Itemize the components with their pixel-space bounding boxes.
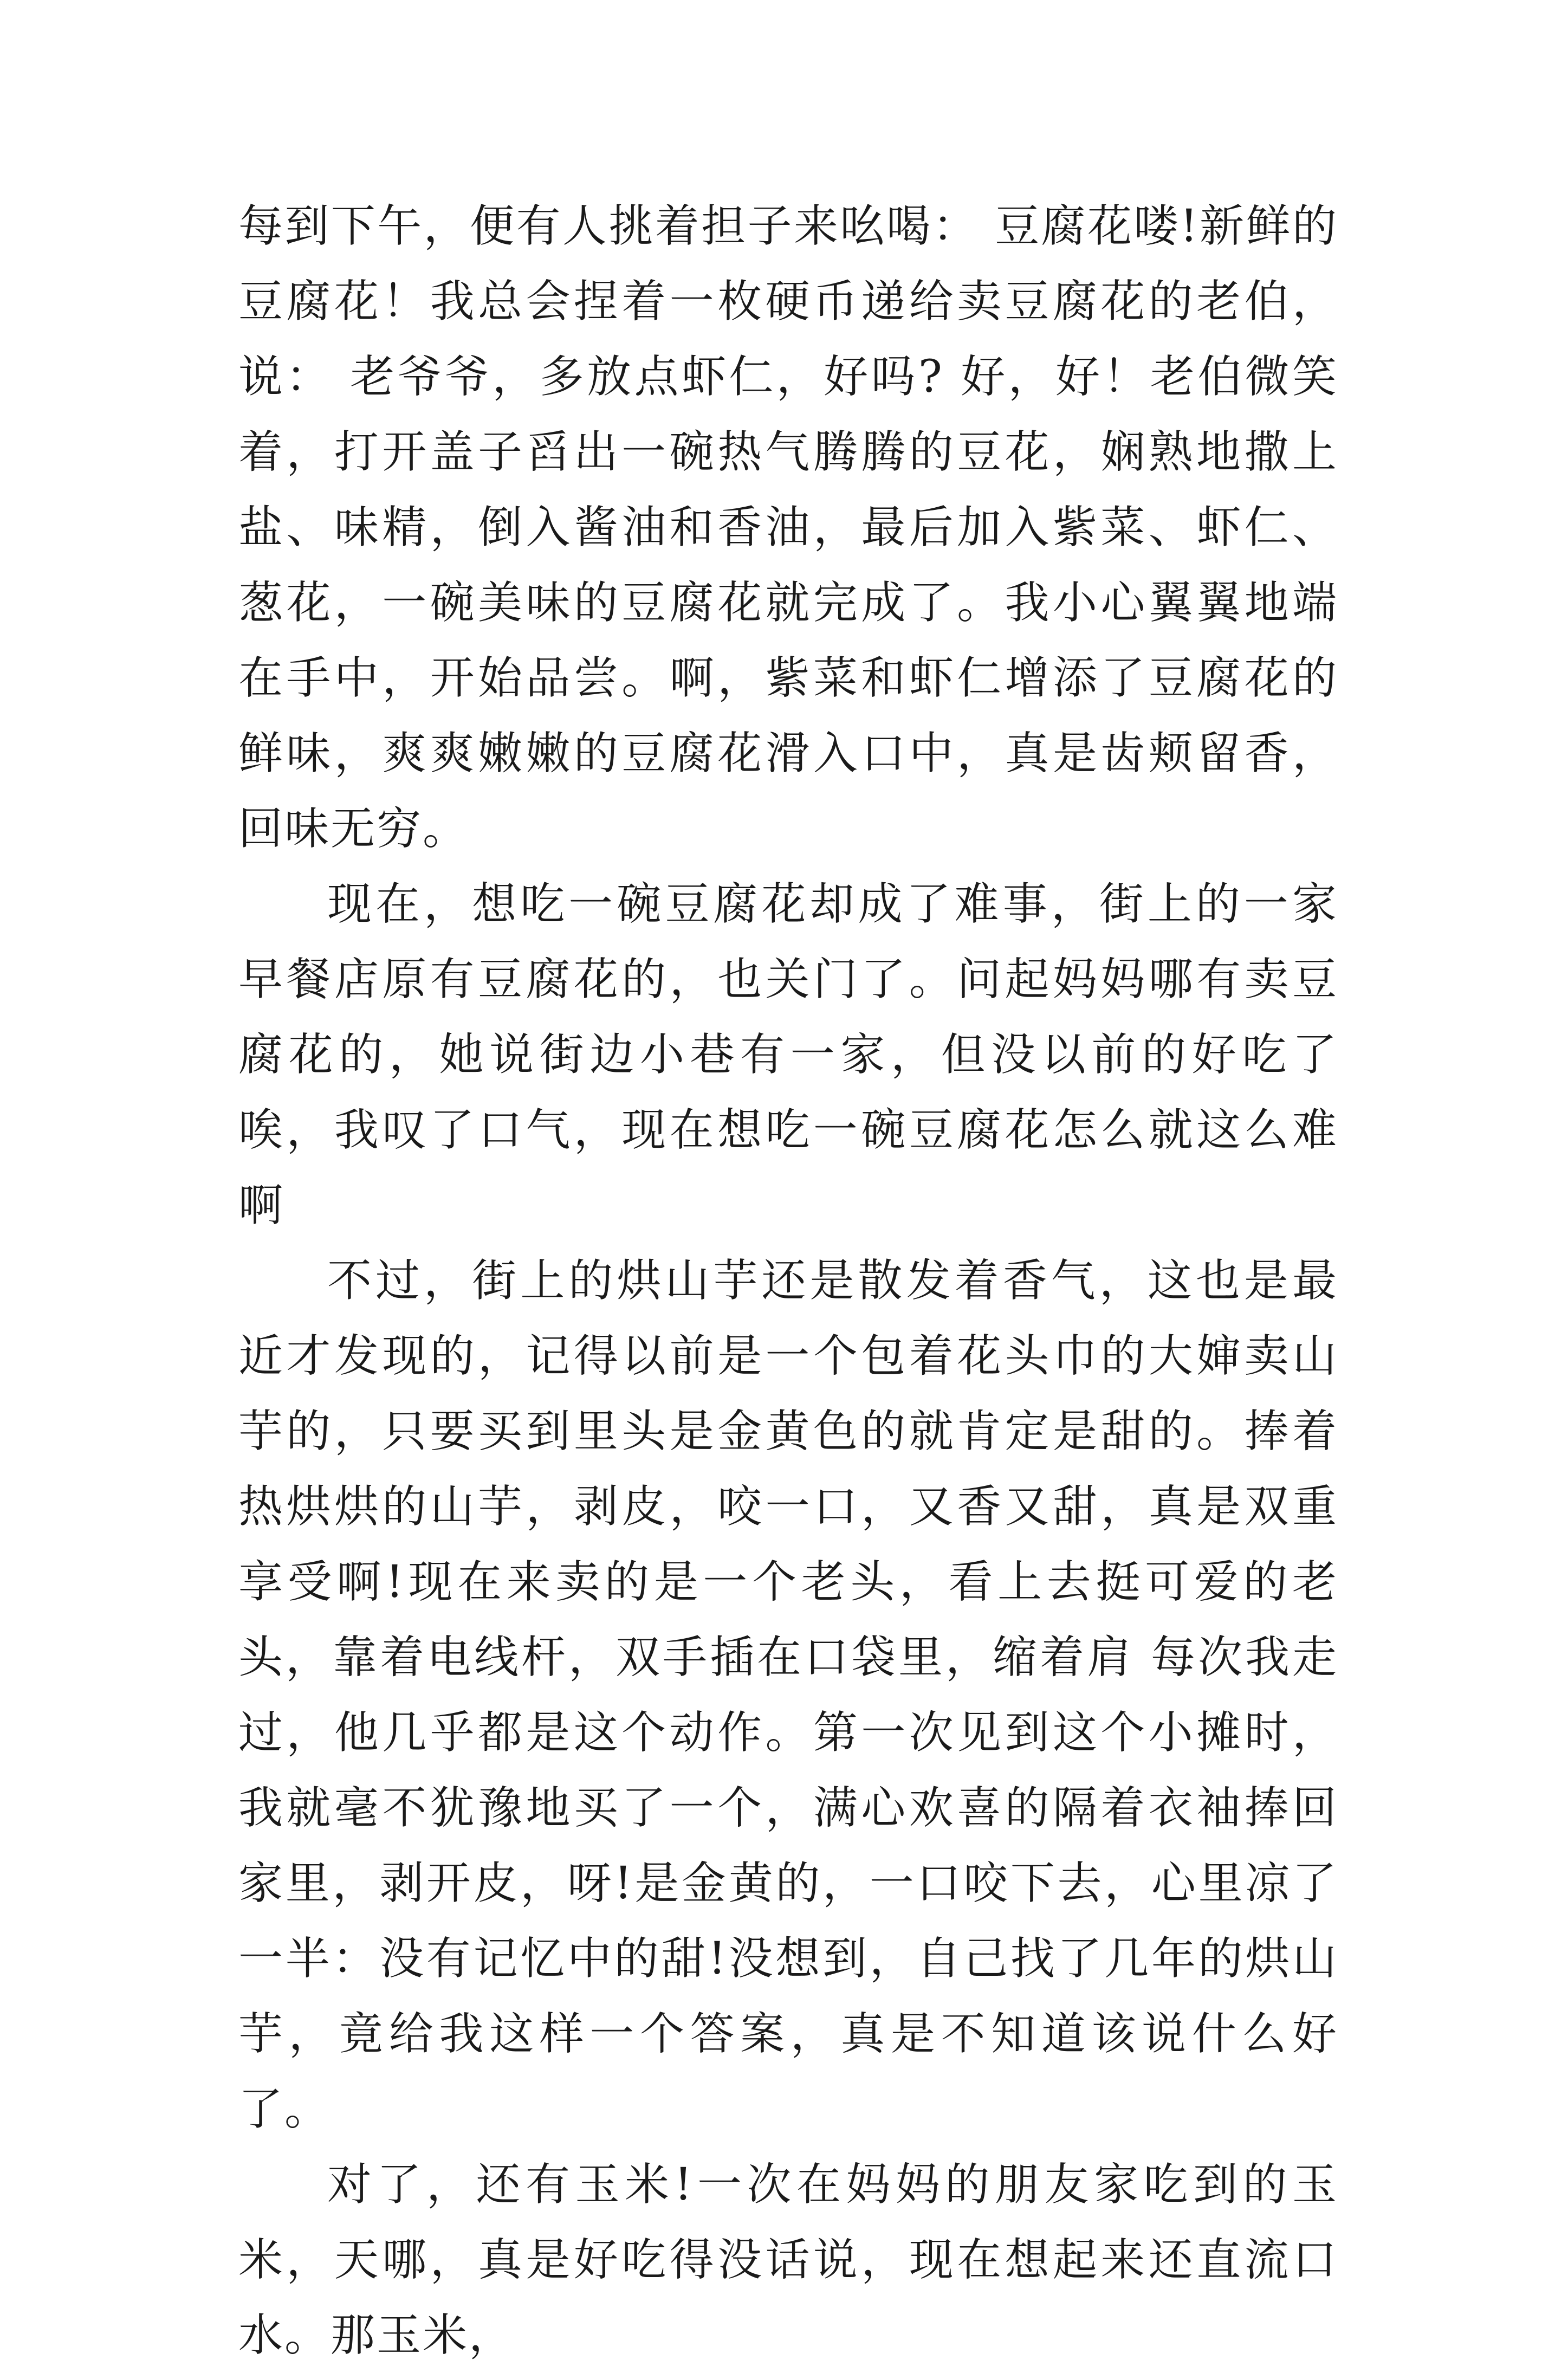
paragraph-4: 对了，还有玉米!一次在妈妈的朋友家吃到的玉米，天哪，真是好吃得没话说，现在想起来还直流口水。那玉米，: [238, 2159, 1338, 2361]
document-body: [238, 189, 1338, 2373]
paragraph-2: 现在，想吃一碗豆腐花却成了难事，街上的一家早餐店原有豆腐花的，也关门了。问起妈妈哪有卖豆腐花的，她说街边小巷有一家，但没以前的好吃了 唉，我叹了口气，现在想吃一碗豆腐花怎么就这么难啊: [238, 878, 1338, 1231]
paragraph-1: 每到下午，便有人挑着担子来吆喝： 豆腐花喽!新鲜的豆腐花！我总会捏着一枚硬币递给卖豆腐花的老伯，说： 老爷爷，多放点虾仁，好吗? 好，好！老伯微笑着，打开盖子舀出一碗热气腾腾的豆花，娴熟地撒上盐、味精，倒入酱油和香油，最后加入紫菜、虾仁、葱花，一碗美味的豆腐花就完成了。我小心翼翼地端在手中，开始品尝。啊，紫菜和虾仁增添了豆腐花的鲜味，爽爽嫩嫩的豆腐花滑入口中，真是齿颊留香，回味无穷。: [238, 201, 1338, 855]
paragraph-3: 不过，街上的烘山芋还是散发着香气，这也是最近才发现的，记得以前是一个包着花头巾的大婶卖山芋的，只要买到里头是金黄色的就肯定是甜的。捧着热烘烘的山芋，剥皮，咬一口，又香又甜，真是双重享受啊!现在来卖的是一个老头，看上去挺可爱的老头，靠着电线杆，双手插在口袋里，缩着肩 每次我走过，他几乎都是这个动作。第一次见到这个小摊时，我就毫不犹豫地买了一个，满心欢喜的隔着衣袖捧回家里，剥开皮，呀!是金黄的，一口咬下去，心里凉了一半：没有记忆中的甜!没想到，自己找了几年的烘山芋，竟给我这样一个答案，真是不知道该说什么好了。: [238, 1255, 1338, 2135]
